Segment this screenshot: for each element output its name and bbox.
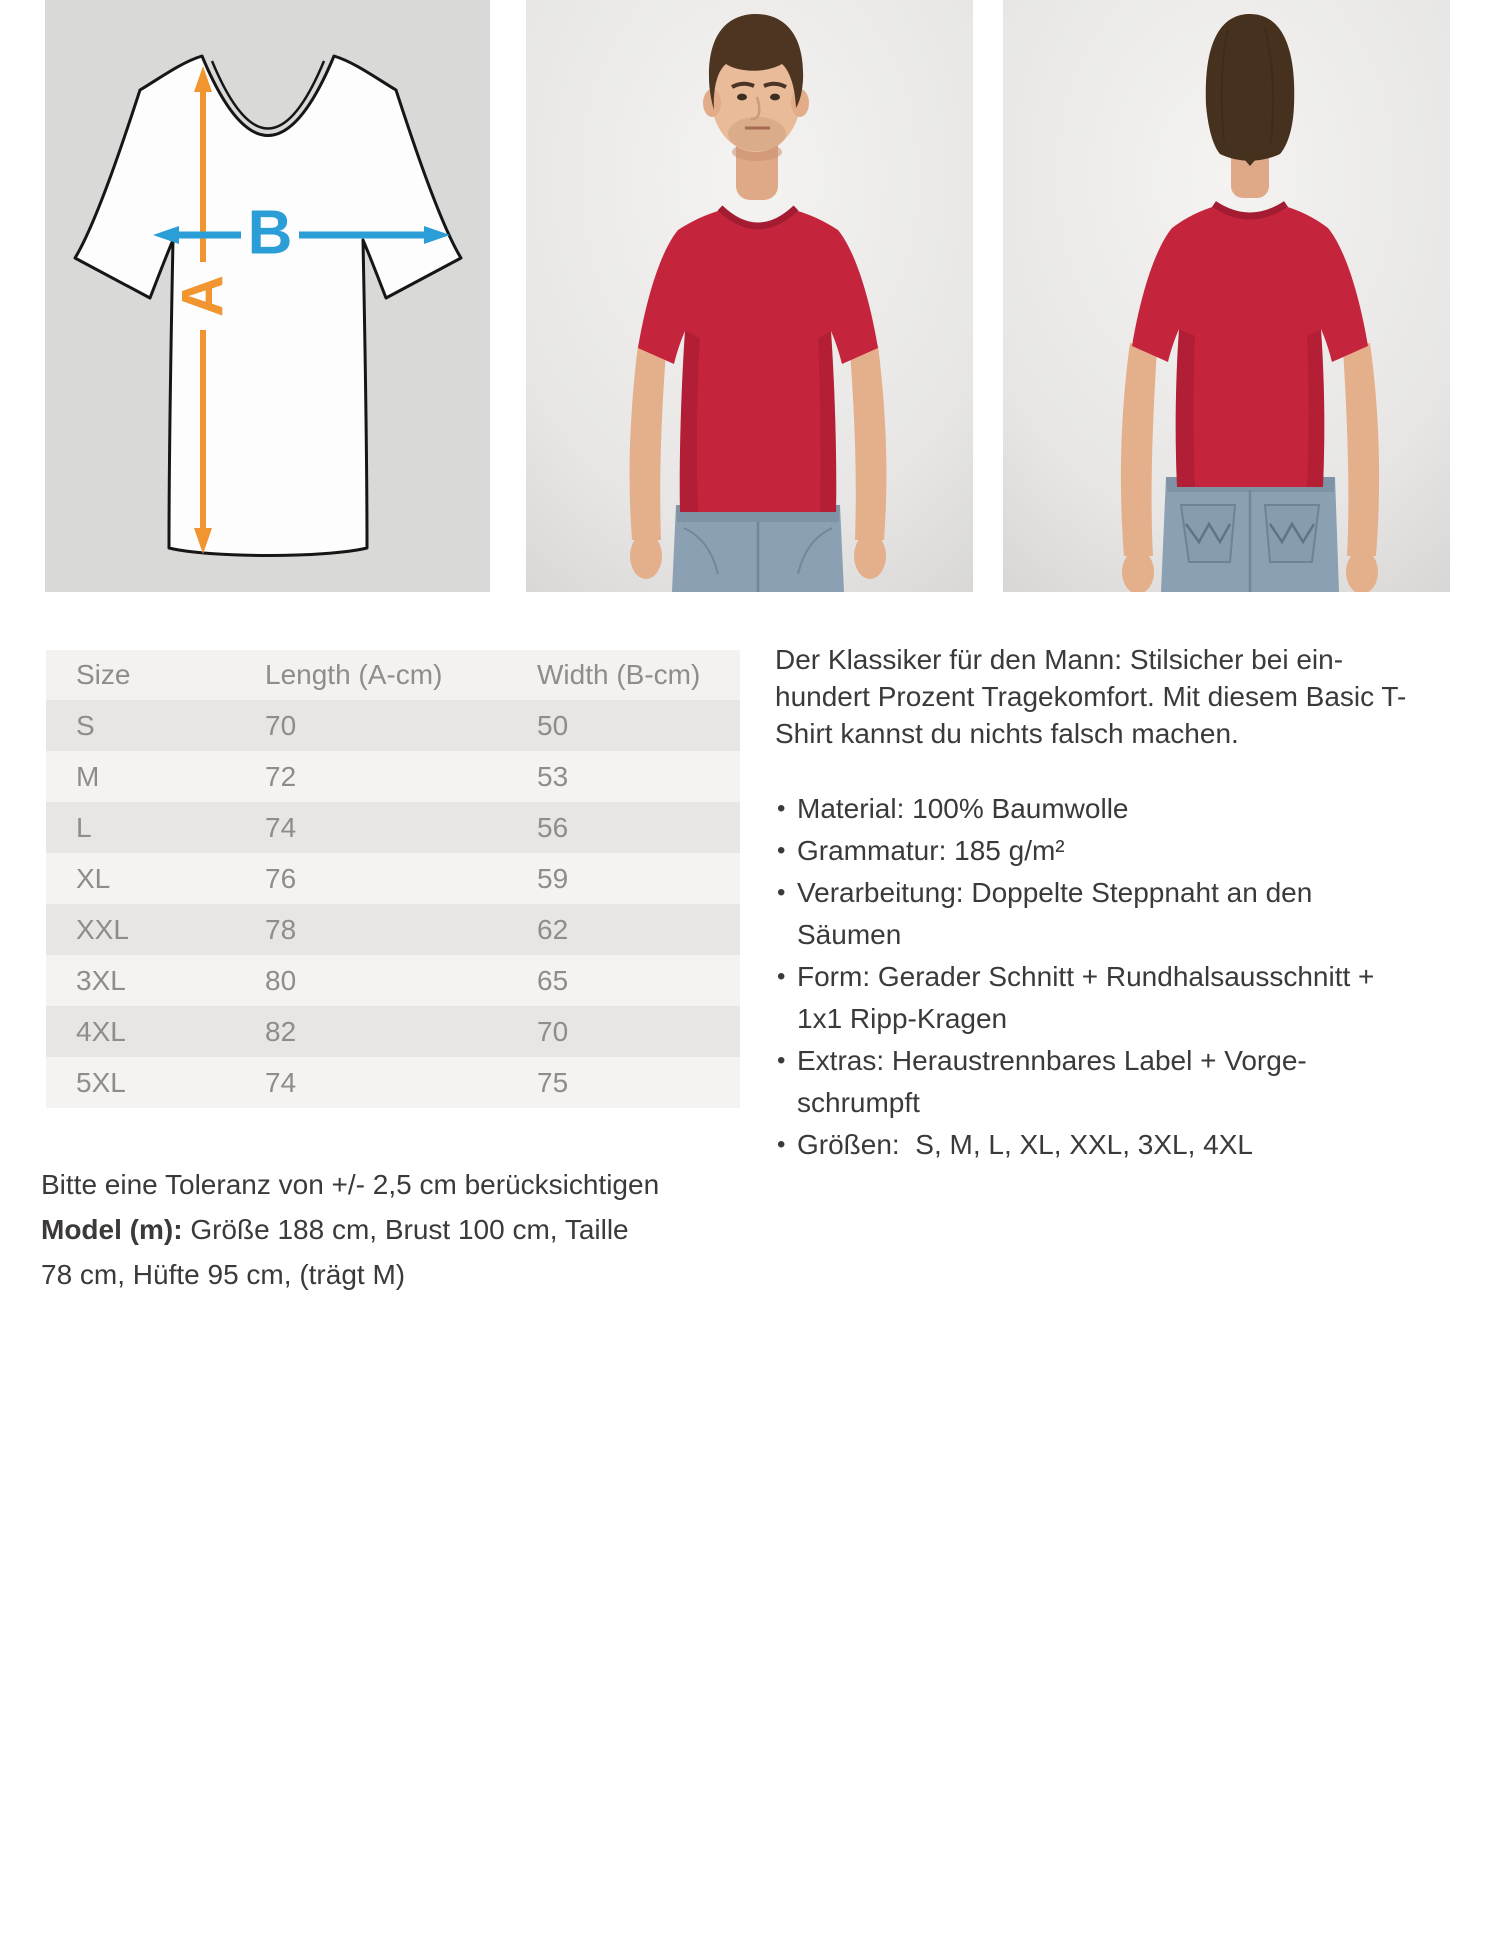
size-cell: L [46, 802, 265, 853]
feature-extras: • Extras: Heraustrennbares Label + Vorgeschrumpft [775, 1040, 1415, 1124]
hair-back [1206, 14, 1295, 166]
width-cell: 56 [537, 802, 740, 853]
size-cell: 3XL [46, 955, 265, 1006]
feature-groessen: • Größen: S, M, L, XL, XXL, 3XL, 4XL [775, 1124, 1415, 1166]
feature-form: • Form: Gerader Schnitt + Rundhalsausschnitt + 1x1 Ripp-Kragen [775, 956, 1415, 1040]
model-front-illustration [526, 0, 973, 592]
size-cell: XL [46, 853, 265, 904]
back-pocket-right [1265, 505, 1319, 562]
feature-grammatur: • Grammatur: 185 g/m² [775, 830, 1415, 872]
back-pocket-left [1181, 505, 1235, 562]
table-row [46, 700, 740, 751]
size-cell: 5XL [46, 1057, 265, 1108]
size-table [46, 650, 740, 1108]
model-back-illustration [1003, 0, 1450, 592]
size-diagram-image [45, 0, 490, 592]
beard-stubble [728, 117, 786, 151]
length-cell: 72 [265, 751, 537, 802]
table-row [46, 904, 740, 955]
length-cell: 76 [265, 853, 537, 904]
table-row [46, 1057, 740, 1108]
table-row [46, 955, 740, 1006]
tolerance-note: Bitte eine Toleranz von +/- 2,5 cm berücksichtigen [41, 1169, 660, 1200]
size-table-header-row [46, 650, 740, 700]
model-label: Model (m): [41, 1214, 183, 1245]
length-cell: 70 [265, 700, 537, 751]
feature-list [775, 788, 1415, 1166]
feature-material: • Material: 100% Baumwolle [775, 788, 1415, 830]
width-cell: 62 [537, 904, 740, 955]
col-header-length: Length (A-cm) [265, 650, 537, 700]
jeans-front [672, 505, 844, 592]
table-row [46, 1006, 740, 1057]
table-row [46, 802, 740, 853]
col-header-size: Size [46, 650, 265, 700]
product-description [775, 641, 1415, 1166]
width-cell: 65 [537, 955, 740, 1006]
label-a: A [170, 275, 236, 317]
table-row [46, 751, 740, 802]
length-cell: 82 [265, 1006, 537, 1057]
length-cell: 78 [265, 904, 537, 955]
length-cell: 74 [265, 1057, 537, 1108]
table-row [46, 853, 740, 904]
size-cell: XXL [46, 904, 265, 955]
tshirt-outline [75, 56, 461, 556]
model-info-line1: Model (m): Größe 188 cm, Brust 100 cm, Taille [41, 1214, 629, 1245]
width-cell: 75 [537, 1057, 740, 1108]
tshirt-measurement-diagram-icon [45, 0, 490, 592]
length-cell: 74 [265, 802, 537, 853]
model-back-photo [1003, 0, 1450, 592]
description-intro: Der Klassiker für den Mann: Stilsicher bei einhundert Prozent Tragekomfort. Mit diesem Basic T-Shirt kannst du nichts falsch machen. [775, 644, 1407, 749]
feature-verarbeitung: • Verarbeitung: Doppelte Steppnaht an den Säumen [775, 872, 1415, 956]
col-header-width: Width (B-cm) [537, 650, 740, 700]
size-cell: M [46, 751, 265, 802]
model-info-line2: 78 cm, Hüfte 95 cm, (trägt M) [41, 1259, 406, 1290]
width-cell: 53 [537, 751, 740, 802]
size-cell: 4XL [46, 1006, 265, 1057]
width-cell: 50 [537, 700, 740, 751]
width-cell: 59 [537, 853, 740, 904]
jeans-back [1161, 477, 1339, 592]
model-front-photo [526, 0, 973, 592]
label-b: B [247, 198, 293, 268]
length-cell: 80 [265, 955, 537, 1006]
size-cell: S [46, 700, 265, 751]
measurement-notes [41, 1162, 681, 1297]
width-cell: 70 [537, 1006, 740, 1057]
